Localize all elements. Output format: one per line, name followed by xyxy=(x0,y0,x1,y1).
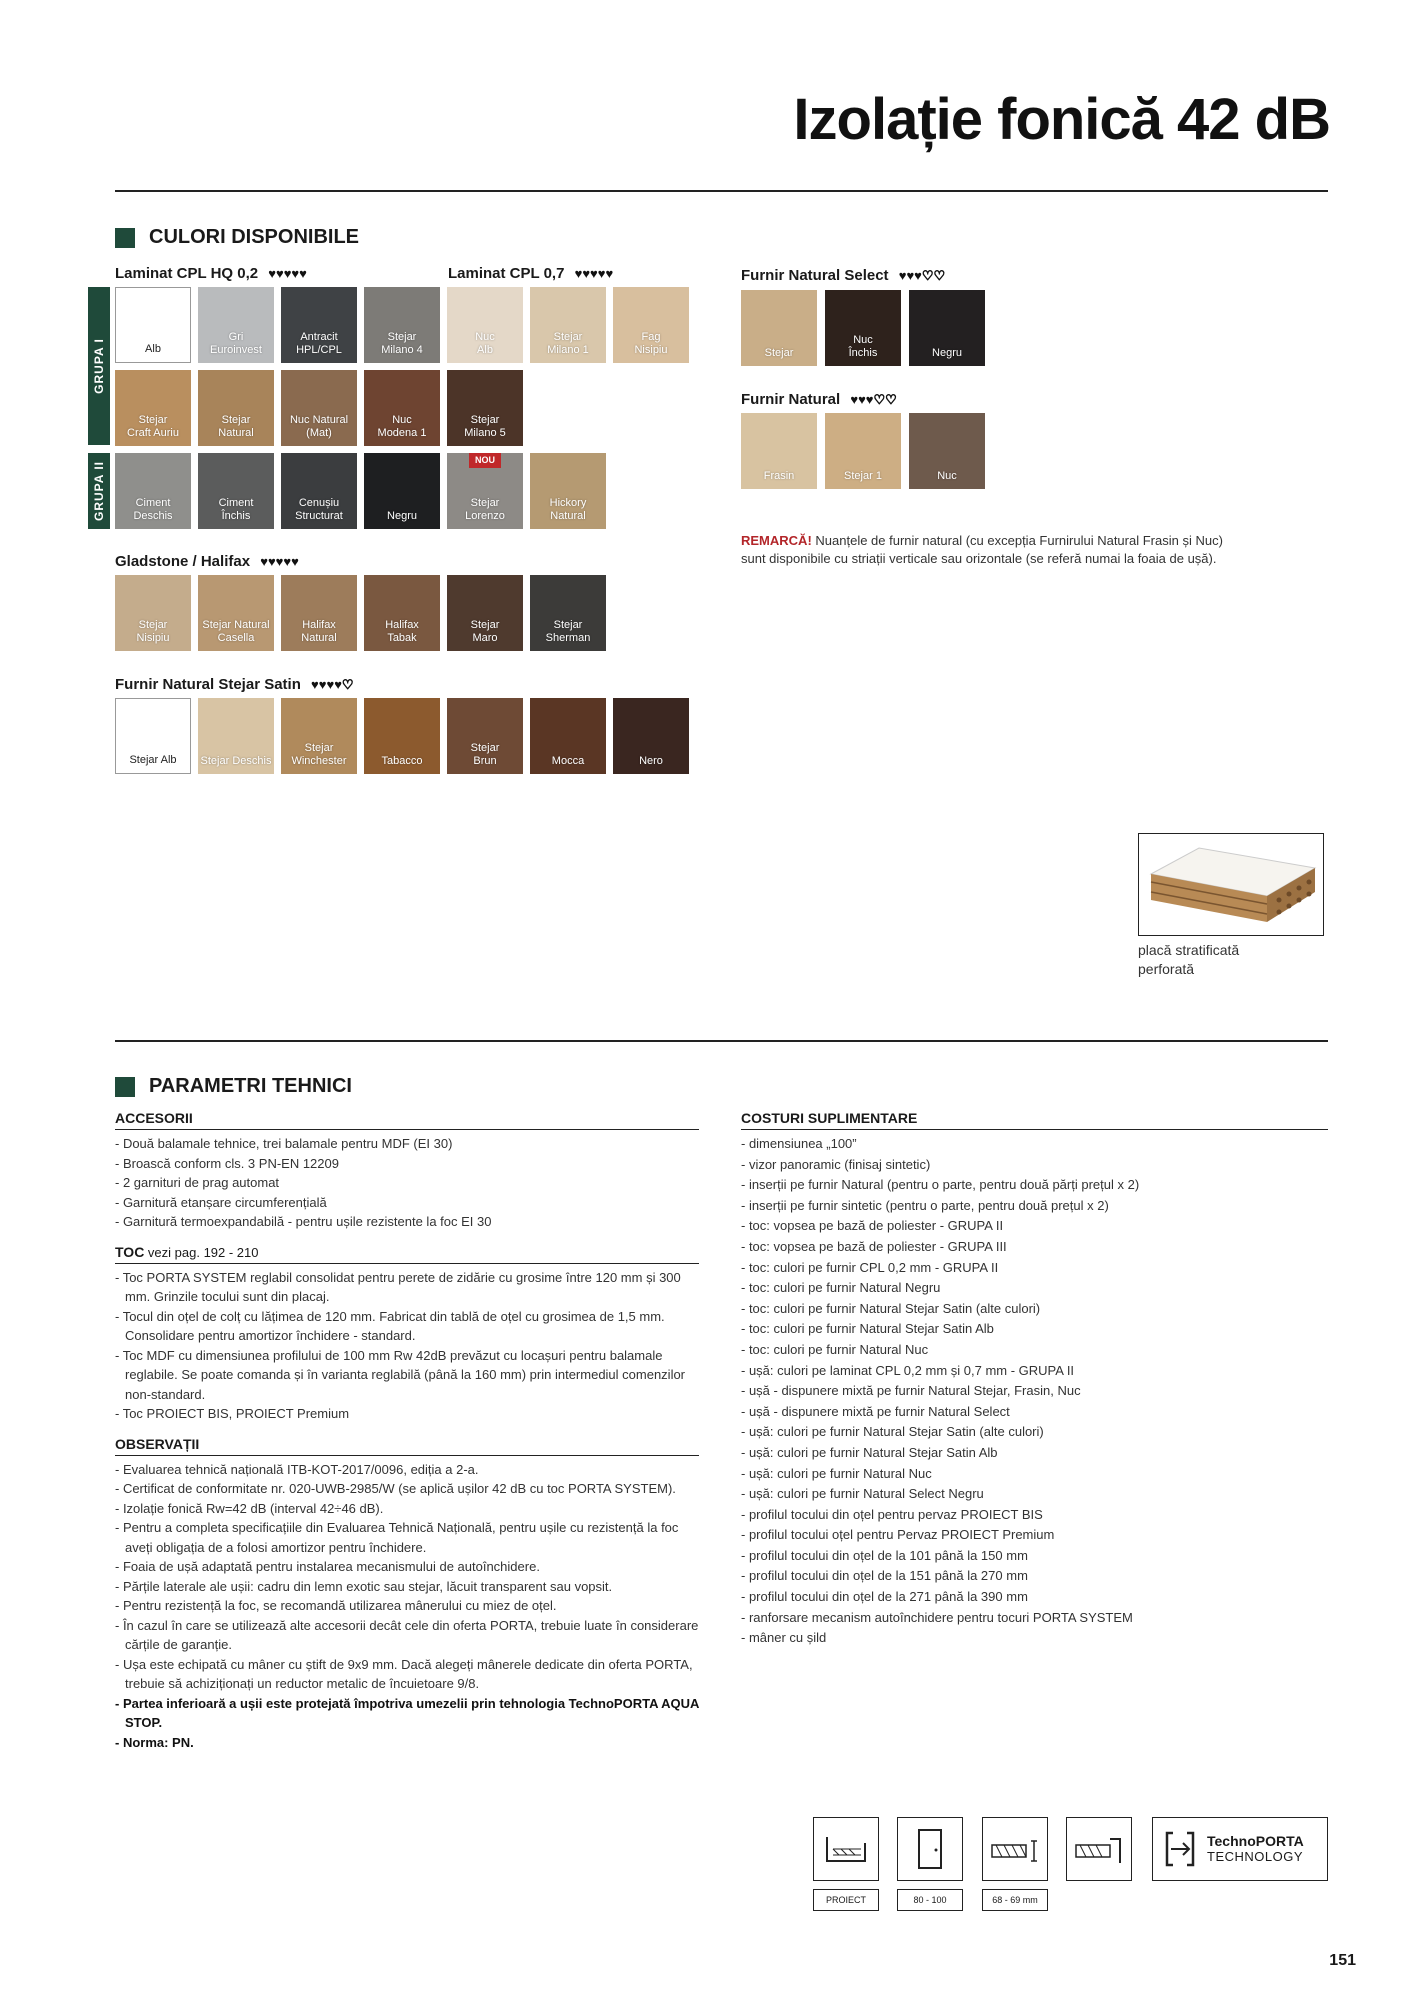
costuri-title: COSTURI SUPLIMENTARE xyxy=(741,1110,1328,1130)
gladstone-title xyxy=(115,553,299,570)
sample-caption-line1: placă stratificată xyxy=(1138,942,1240,958)
swatch-label: Halifax Tabak xyxy=(385,619,419,644)
color-swatch xyxy=(364,698,440,774)
swatch-label: Stejar Milano 5 xyxy=(464,414,506,439)
swatch-label: Stejar 1 xyxy=(844,470,882,482)
feature-label-thickness: 68 - 69 mm xyxy=(982,1889,1048,1911)
list-item: - mâner cu șild xyxy=(741,1630,827,1646)
list-item: - ușă: culori pe laminat CPL 0,2 mm și 0,7 mm - GRUPA II xyxy=(741,1362,1075,1378)
door-icon xyxy=(897,1817,963,1881)
remark-note xyxy=(741,532,1241,568)
list-item: - ușă - dispunere mixtă pe furnir Natural Stejar, Frasin, Nuc xyxy=(741,1383,1081,1399)
list-item: - toc: vopsea pe bază de poliester - GRUPA II xyxy=(741,1218,1004,1234)
color-swatch xyxy=(281,453,357,529)
rating-empty: ♡♡ xyxy=(873,392,897,407)
color-swatch xyxy=(198,575,274,651)
list-item: - Pentru a completa specificațiile din Evaluarea Tehnică Națională, pentru ușile cu rezistență la foc aveți obligația de a folosi amortizor pentru închidere. xyxy=(115,1520,679,1555)
list-item: - Pentru rezistență la foc, se recomandă utilizarea mânerului cu miez de oțel. xyxy=(115,1598,557,1613)
swatch-label: Stejar Craft Auriu xyxy=(127,414,179,439)
furnir-natural-title xyxy=(741,391,897,408)
swatch-label: Nero xyxy=(639,755,663,767)
frame-profile-icon xyxy=(813,1817,879,1881)
culori-heading-text: CULORI DISPONIBILE xyxy=(149,226,360,248)
list-item: - Norma: PN. xyxy=(115,1734,194,1750)
list-item: - Două balamale tehnice, trei balamale pentru MDF (EI 30) xyxy=(115,1136,453,1151)
swatch-label: Stejar Maro xyxy=(470,619,500,644)
color-swatch xyxy=(909,290,985,366)
color-swatch xyxy=(364,287,440,363)
list-item: - Izolație fonică Rw=42 dB (interval 42÷46 dB). xyxy=(115,1500,384,1516)
gladstone-label: Gladstone / Halifax xyxy=(115,553,251,570)
remark-text: Nuanțele de furnir natural (cu excepția Furnirului Natural Frasin și Nuc) sunt disponibile cu striații verticale sau orizontale (se referă numai la foaia de ușă). xyxy=(741,533,1223,566)
color-swatch xyxy=(447,453,523,529)
list-item: - ușă: culori pe furnir Natural Nuc xyxy=(741,1465,932,1481)
feature-seal xyxy=(1066,1817,1132,1881)
list-item: - Partea inferioară a ușii este protejată împotriva umezelii prin tehnologia TechnoPORTA AQUA STOP. xyxy=(115,1695,699,1730)
swatch-label: Stejar Milano 1 xyxy=(547,331,589,356)
color-swatch xyxy=(447,698,523,774)
furnir-select-rating-icon xyxy=(899,268,945,283)
parametri-heading xyxy=(115,1075,352,1098)
gladstone-rating-icon: ♥♥♥♥♥ xyxy=(260,554,299,569)
swatch-label: Nuc Alb xyxy=(475,331,495,356)
feature-width xyxy=(897,1817,963,1911)
list-item: - toc: culori pe furnir CPL 0,2 mm - GRUPA II xyxy=(741,1259,999,1275)
color-swatch xyxy=(281,575,357,651)
furnir-satin-row xyxy=(115,698,689,774)
list-item: - toc: vopsea pe bază de poliester - GRUPA III xyxy=(741,1238,1007,1254)
grupa-2-label: GRUPA II xyxy=(92,460,107,522)
list-item: - În cazul în care se utilizează alte accesorii decât cele din oferta PORTA, trebuie luate în considerare cărțile de garanție. xyxy=(115,1617,699,1652)
color-swatch xyxy=(198,698,274,774)
sample-caption-line2: perforată xyxy=(1138,961,1195,977)
feature-label-width: 80 - 100 xyxy=(897,1889,963,1911)
furnir-natural-row xyxy=(741,413,985,489)
list-item: - Certificat de conformitate nr. 020-UWB-2985/W (se aplică ușilor 42 dB cu toc PORTA SYSTEM). xyxy=(115,1481,676,1496)
technoporta-logo-icon xyxy=(1163,1829,1197,1869)
swatch-label: Halifax Natural xyxy=(301,619,337,644)
color-swatch xyxy=(281,698,357,774)
color-swatch xyxy=(613,698,689,774)
section-marker-icon xyxy=(115,228,135,248)
furnir-satin-rating-icon xyxy=(311,677,354,692)
accesorii-title: ACCESORII xyxy=(115,1110,699,1130)
list-item: - Toc MDF cu dimensiunea profilului de 100 mm Rw 42dB prevăzut cu locașuri pentru balamale reglabile. Se poate comanda și în varianta reglabilă (până la 160 mm) prin intermediul comenzilor non-standard. xyxy=(115,1347,686,1402)
laminat-07-rating-icon: ♥♥♥♥♥ xyxy=(574,266,614,281)
color-swatch xyxy=(447,370,523,446)
color-swatch xyxy=(198,287,274,363)
toc-title-text: TOC xyxy=(115,1243,145,1260)
swatch-label: Stejar Milano 4 xyxy=(381,331,423,356)
section-marker-icon xyxy=(115,1077,135,1097)
feature-label-proiect: PROIECT xyxy=(813,1889,879,1911)
section-divider xyxy=(115,1040,1328,1042)
color-swatch xyxy=(530,698,606,774)
swatch-label: Stejar Winchester xyxy=(291,742,347,767)
swatch-label: Mocca xyxy=(551,755,585,767)
grupa-1-label: GRUPA I xyxy=(92,338,107,394)
list-item: - ușă: culori pe furnir Natural Stejar Satin Alb xyxy=(741,1444,998,1460)
title-divider xyxy=(115,190,1328,192)
color-swatch xyxy=(447,287,523,363)
swatch-label: Nuc xyxy=(937,470,957,482)
color-swatch xyxy=(825,413,901,489)
laminat-hq-title xyxy=(115,265,307,282)
color-swatch xyxy=(741,290,817,366)
list-item: - profilul tocului din oțel de la 101 până la 150 mm xyxy=(741,1547,1028,1563)
list-item: - profilul tocului din oțel pentru pervaz PROIECT BIS xyxy=(741,1506,1043,1522)
observatii-bold-list xyxy=(115,1694,699,1753)
color-swatch xyxy=(115,370,191,446)
list-item: - toc: culori pe furnir Natural Negru xyxy=(741,1280,941,1296)
color-swatch xyxy=(825,290,901,366)
rating-empty: ♡ xyxy=(341,677,354,692)
furnir-natural-rating-icon xyxy=(850,392,896,407)
sample-board-image xyxy=(1138,833,1324,936)
color-swatch xyxy=(909,413,985,489)
technoporta-text xyxy=(1207,1834,1304,1864)
page-title: Izolație fonică 42 dB xyxy=(793,87,1330,152)
swatch-label: Gri Euroinvest xyxy=(210,331,262,356)
swatch-label: Alb xyxy=(145,343,161,355)
laminat-07-label: Laminat CPL 0,7 xyxy=(448,265,565,282)
swatch-label: Stejar Natural Casella xyxy=(202,619,270,644)
toc-note: vezi pag. 192 - 210 xyxy=(144,1244,259,1260)
laminat-hq-rating-icon: ♥♥♥♥♥ xyxy=(268,266,307,281)
layered-board-icon xyxy=(1139,834,1322,934)
swatch-label: Ciment Închis xyxy=(218,497,254,522)
sample-caption xyxy=(1138,941,1239,979)
technoporta-line1: TechnoPORTA xyxy=(1207,1833,1304,1849)
grupa2-row xyxy=(115,453,606,529)
list-item: - toc: culori pe furnir Natural Stejar Satin (alte culori) xyxy=(741,1300,1041,1316)
swatch-label: Nuc Închis xyxy=(848,334,878,359)
observatii-list xyxy=(115,1460,699,1694)
furnir-satin-title xyxy=(115,676,354,693)
swatch-label: Stejar Brun xyxy=(470,742,500,767)
grupa1-row1 xyxy=(115,287,689,363)
list-item: - Părțile laterale ale ușii: cadru din lemn exotic sau stejar, lăcuit transparent sau vopsit. xyxy=(115,1578,613,1594)
swatch-label: Tabacco xyxy=(381,755,423,767)
list-item: - Garnitură termoexpandabilă - pentru ușile rezistente la foc EI 30 xyxy=(115,1214,492,1229)
list-item: - profilul tocului din oțel de la 151 până la 270 mm xyxy=(741,1568,1028,1584)
list-item: - 2 garnituri de prag automat xyxy=(115,1175,280,1190)
swatch-label: Negru xyxy=(932,347,962,359)
list-item: - ușă - dispunere mixtă pe furnir Natural Select xyxy=(741,1403,1010,1419)
grupa-1-bar xyxy=(88,287,110,445)
color-swatch xyxy=(364,575,440,651)
swatch-label: Cenușiu Structurat xyxy=(295,497,343,522)
furnir-select-row xyxy=(741,290,985,366)
color-swatch xyxy=(198,370,274,446)
page-number: 151 xyxy=(1329,1952,1356,1969)
swatch-label: Frasin xyxy=(763,470,795,482)
color-swatch xyxy=(364,370,440,446)
new-badge: NOU xyxy=(469,453,501,468)
furnir-natural-label: Furnir Natural xyxy=(741,391,841,408)
swatch-label: Nuc Natural (Mat) xyxy=(289,414,349,439)
color-swatch xyxy=(115,287,191,363)
color-swatch xyxy=(281,370,357,446)
color-swatch xyxy=(198,453,274,529)
swatch-label: Hickory Natural xyxy=(549,497,587,522)
list-item: - Toc PROIECT BIS, PROIECT Premium xyxy=(115,1406,350,1421)
left-column xyxy=(115,1110,699,1752)
color-swatch xyxy=(115,575,191,651)
grupa-2-bar xyxy=(88,453,110,529)
technoporta-badge xyxy=(1152,1817,1328,1881)
color-swatch xyxy=(115,453,191,529)
color-swatch xyxy=(530,453,606,529)
feature-thickness xyxy=(982,1817,1048,1911)
swatch-label: Stejar Alb xyxy=(129,754,177,766)
list-item: - inserții pe furnir sintetic (pentru o parte, pentru două prețul x 2) xyxy=(741,1197,1109,1213)
remark-label: REMARCĂ! xyxy=(741,533,812,548)
swatch-label: Nuc Modena 1 xyxy=(377,414,427,439)
rating-full: ♥♥♥ xyxy=(898,268,922,283)
color-swatch xyxy=(364,453,440,529)
list-item: - Evaluarea tehnică națională ITB-KOT-2017/0096, ediția a 2-a. xyxy=(115,1461,479,1477)
list-item: - Foaia de ușă adaptată pentru instalarea mecanismului de autoînchidere. xyxy=(115,1559,540,1574)
list-item: - profilul tocului din oțel de la 271 până la 390 mm xyxy=(741,1589,1028,1605)
color-swatch xyxy=(530,575,606,651)
observatii-title: OBSERVAȚII xyxy=(115,1436,699,1456)
list-item: - Ușa este echipată cu mâner cu știft de 9x9 mm. Dacă alegeți mânerele dedicate din oferta PORTA, trebuie să achiziționați un reductor metalic de încuietoare 9/8. xyxy=(115,1656,693,1691)
swatch-label: Stejar Natural xyxy=(218,414,254,439)
seal-profile-icon xyxy=(1066,1817,1132,1881)
grupa1-row2 xyxy=(115,370,523,446)
swatch-label: Stejar Nisipiu xyxy=(136,619,170,644)
list-item: - ușă: culori pe furnir Natural Stejar Satin (alte culori) xyxy=(741,1424,1044,1440)
color-swatch xyxy=(281,287,357,363)
furnir-satin-label: Furnir Natural Stejar Satin xyxy=(115,676,301,693)
swatch-label: Antracit HPL/CPL xyxy=(296,331,342,356)
color-swatch xyxy=(741,413,817,489)
color-swatch xyxy=(447,575,523,651)
laminat-hq-label: Laminat CPL HQ 0,2 xyxy=(115,265,259,282)
right-column xyxy=(741,1110,1328,1649)
laminat-07-title xyxy=(448,265,613,282)
color-swatch xyxy=(115,698,191,774)
list-item: - vizor panoramic (finisaj sintetic) xyxy=(741,1156,931,1172)
list-item: - ranforsare mecanism autoînchidere pentru tocuri PORTA SYSTEM xyxy=(741,1609,1133,1625)
thickness-icon xyxy=(982,1817,1048,1881)
toc-list xyxy=(115,1268,699,1424)
list-item: - Broască conform cls. 3 PN-EN 12209 xyxy=(115,1155,339,1171)
rating-full: ♥♥♥♥ xyxy=(311,677,342,692)
costuri-list xyxy=(741,1134,1328,1649)
swatch-label: Fag Nisipiu xyxy=(634,331,668,356)
list-item: - Toc PORTA SYSTEM reglabil consolidat pentru perete de zidărie cu grosime între 120 mm și 300 mm. Grinzile tocului sunt din placaj. xyxy=(115,1269,681,1304)
list-item: - profilul tocului oțel pentru Pervaz PROIECT Premium xyxy=(741,1527,1055,1543)
list-item: - inserții pe furnir Natural (pentru o parte, pentru două părți prețul x 2) xyxy=(741,1177,1140,1193)
rating-empty: ♡♡ xyxy=(921,268,946,283)
toc-title xyxy=(115,1244,699,1264)
furnir-select-label: Furnir Natural Select xyxy=(741,267,889,284)
rating-full: ♥♥♥ xyxy=(850,392,874,407)
swatch-label: Negru xyxy=(387,510,417,522)
list-item: - dimensiunea „100” xyxy=(741,1136,857,1151)
list-item: - Tocul din oțel de colț cu lățimea de 120 mm. Fabricat din tablă de oțel cu grosimea de 1,5 mm. Consolidare pentru amortizor închidere - standard. xyxy=(115,1308,665,1343)
swatch-label: Stejar Deschis xyxy=(200,755,272,767)
swatch-label: Stejar Lorenzo xyxy=(465,497,505,522)
color-swatch xyxy=(613,287,689,363)
feature-proiect xyxy=(813,1817,879,1911)
list-item: - ușă: culori pe furnir Natural Select Negru xyxy=(741,1486,984,1502)
color-swatch xyxy=(530,287,606,363)
swatch-label: Ciment Deschis xyxy=(133,497,173,522)
list-item: - toc: culori pe furnir Natural Nuc xyxy=(741,1341,929,1357)
list-item: - toc: culori pe furnir Natural Stejar Satin Alb xyxy=(741,1321,994,1337)
list-item: - Garnitură etanșare circumferențială xyxy=(115,1194,327,1210)
furnir-select-title xyxy=(741,267,945,284)
swatch-label: Stejar Sherman xyxy=(545,619,591,644)
culori-heading xyxy=(115,226,359,249)
accesorii-list xyxy=(115,1134,699,1232)
gladstone-row xyxy=(115,575,606,651)
swatch-label: Stejar xyxy=(764,347,794,359)
technoporta-line2: TECHNOLOGY xyxy=(1207,1849,1304,1864)
parametri-heading-text: PARAMETRI TEHNICI xyxy=(149,1075,352,1097)
